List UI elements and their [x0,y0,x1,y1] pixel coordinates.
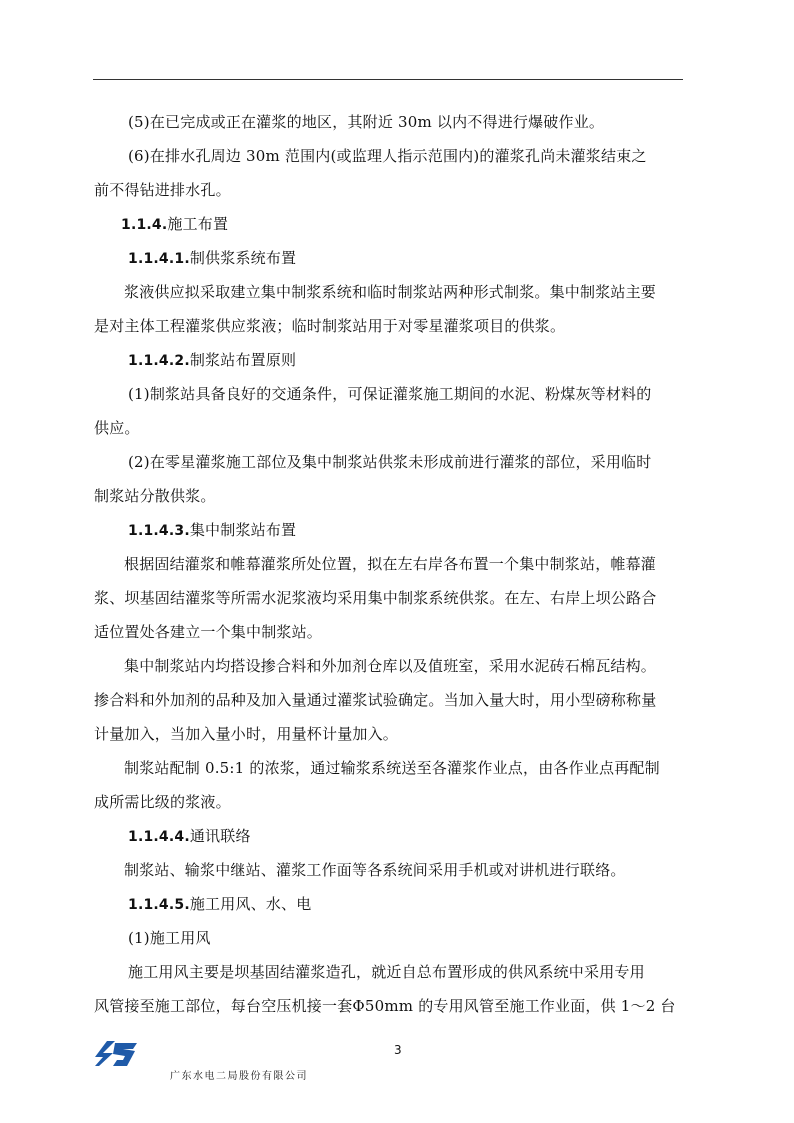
text-line [94,786,684,820]
line-text: 制浆站、输浆中继站、灌浆工作面等各系统间采用手机或对讲机进行联络。 [124,861,626,879]
line-text: 风管接至施工部位，每台空压机接一套Φ50mm 的专用风管至施工作业面，供 1～2 台 [94,997,676,1015]
line-text: 浆、坝基固结灌浆等所需水泥浆液均采用集中制浆系统供浆。在左、右岸上坝公路合 [94,589,657,607]
section-heading [94,344,684,378]
line-text: (1)施工用风 [128,929,211,947]
section-number: 1.1.4.4. [128,829,190,845]
text-line [94,174,684,208]
text-line [94,990,684,1024]
text-line [94,616,684,650]
company-name: 广东水电二局股份有限公司 [170,1071,308,1082]
text-line [94,548,684,582]
text-line [94,582,684,616]
line-text: 制浆站配制 0.5:1 的浓浆，通过输浆系统送至各灌浆作业点，由各作业点再配制 [124,759,660,777]
line-text: 制供浆系统布置 [189,249,297,267]
section-number: 1.1.4.3. [128,523,190,539]
section-number: 1.1.4. [121,217,168,233]
line-text: 制浆站布置原则 [189,351,297,369]
text-line [94,718,684,752]
document-body [94,106,684,1024]
line-text: 通讯联络 [189,827,251,845]
line-text: 计量加入，当加入量小时，用量杯计量加入。 [94,725,399,743]
line-text: (2)在零星灌浆施工部位及集中制浆站供浆未形成前进行灌浆的部位，采用临时 [128,453,652,471]
line-text: 前不得钻进排水孔。 [94,181,231,199]
text-line [94,922,684,956]
text-line [94,650,684,684]
line-text: (6)在排水孔周边 30m 范围内(或监理人指示范围内)的灌浆孔尚未灌浆结束之 [128,147,647,165]
line-text: 制浆站分散供浆。 [94,487,216,505]
text-line [94,378,684,412]
line-text: 浆液供应拟采取建立集中制浆系统和临时制浆站两种形式制浆。集中制浆站主要 [124,283,657,301]
section-heading [94,208,684,242]
line-text: 施工用风主要是坝基固结灌浆造孔，就近自总布置形成的供风系统中采用专用 [128,963,645,981]
line-text: 根据固结灌浆和帷幕灌浆所处位置，拟在左右岸各布置一个集中制浆站，帷幕灌 [124,555,657,573]
text-line [94,446,684,480]
line-text: 成所需比级的浆液。 [94,793,231,811]
section-heading [94,888,684,922]
page-number: 3 [394,1043,402,1057]
line-text: 掺合料和外加剂的品种及加入量通过灌浆试验确定。当加入量大时，用小型磅称称量 [94,691,657,709]
line-text: (5)在已完成或正在灌浆的地区，其附近 30m 以内不得进行爆破作业。 [128,113,605,131]
line-text: 是对主体工程灌浆供应浆液；临时制浆站用于对零星灌浆项目的供浆。 [94,317,566,335]
line-text: 集中制浆站布置 [189,521,297,539]
section-heading [94,514,684,548]
text-line [94,412,684,446]
section-number: 1.1.4.2. [128,353,190,369]
text-line [94,956,684,990]
header-rule [93,79,683,80]
line-text: 施工布置 [167,215,229,233]
text-line [94,140,684,174]
section-number: 1.1.4.1. [128,251,190,267]
text-line [94,684,684,718]
section-heading [94,242,684,276]
line-text: 施工用风、水、电 [189,895,312,913]
text-line [94,480,684,514]
text-line [94,106,684,140]
text-line [94,310,684,344]
text-line [94,752,684,786]
line-text: 供应。 [94,419,140,437]
company-logo-icon [93,1038,139,1068]
line-text: (1)制浆站具备良好的交通条件，可保证灌浆施工期间的水泥、粉煤灰等材料的 [128,385,652,403]
line-text: 集中制浆站内均搭设掺合料和外加剂仓库以及值班室，采用水泥砖石棉瓦结构。 [124,657,657,675]
line-text: 适位置处各建立一个集中制浆站。 [94,623,323,641]
section-number: 1.1.4.5. [128,897,190,913]
text-line [94,854,684,888]
text-line [94,276,684,310]
section-heading [94,820,684,854]
